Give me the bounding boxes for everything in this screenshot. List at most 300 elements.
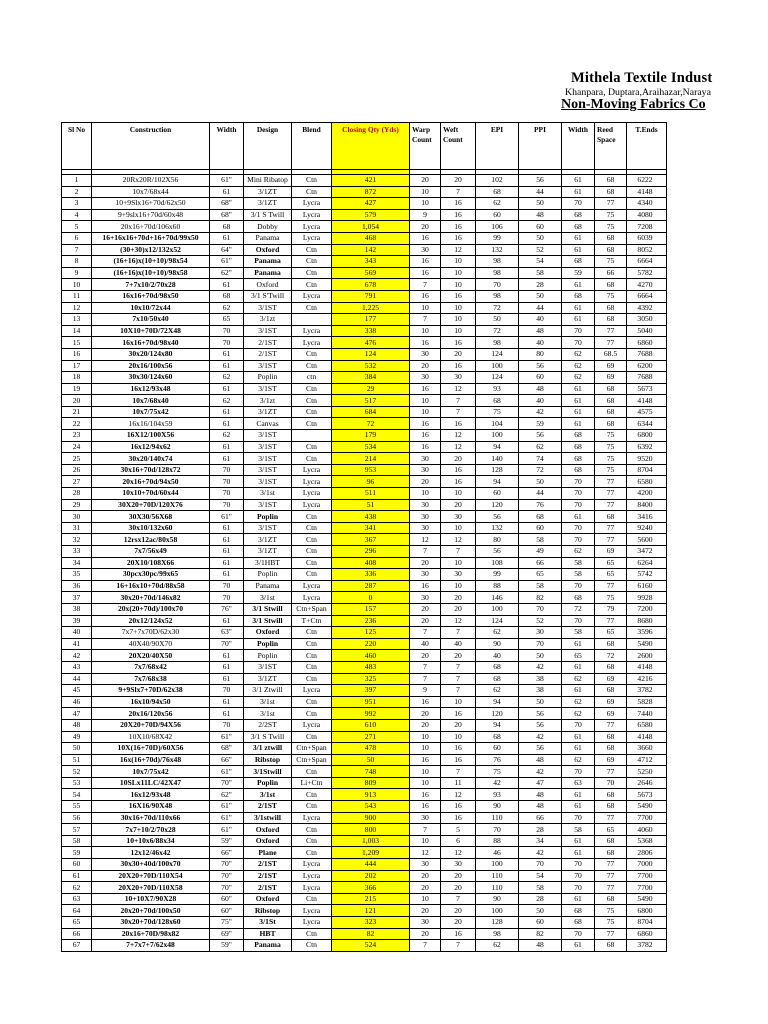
reed-space-cell: 68 (595, 418, 627, 430)
width-cell: 62 (210, 302, 244, 314)
t-ends-cell: 8400 (627, 499, 667, 511)
width-cell: 61 (210, 441, 244, 453)
t-ends-cell: 4200 (627, 488, 667, 500)
design-cell: Oxford (244, 893, 292, 905)
epi-cell: 56 (476, 511, 519, 523)
sl-no-cell: 46 (62, 696, 92, 708)
design-cell: 3/1zt (244, 395, 292, 407)
blend-cell: Ctn (292, 256, 332, 268)
weft-count-cell: 11 (441, 777, 476, 789)
table-row (62, 279, 667, 291)
warp-count-cell: 16 (410, 337, 441, 349)
width-cell: 61 (210, 232, 244, 244)
table-row (62, 186, 667, 198)
weft-count-cell: 10 (441, 488, 476, 500)
ppi-cell: 47 (519, 777, 562, 789)
design-cell: 3/1ST (244, 522, 292, 534)
design-cell: 3/1ST (244, 441, 292, 453)
epi-cell: 146 (476, 592, 519, 604)
table-row (62, 534, 667, 546)
weft-count-cell: 20 (441, 917, 476, 929)
design-cell: 3/1HBT (244, 557, 292, 569)
reed-space-cell: 72 (595, 650, 627, 662)
weft-count-cell: 16 (441, 209, 476, 221)
width-cell: 69" (210, 928, 244, 940)
warp-count-cell: 30 (410, 348, 441, 360)
warp-count-cell: 20 (410, 557, 441, 569)
design-cell: Plane (244, 847, 292, 859)
blend-cell: Lycra (292, 580, 332, 592)
design-cell: 3/1st (244, 592, 292, 604)
reed-space-cell: 75 (595, 917, 627, 929)
design-cell: 3/1ST (244, 464, 292, 476)
epi-cell: 88 (476, 580, 519, 592)
construction-cell: 20X20/40X50 (92, 650, 210, 662)
closing-qty-cell: 323 (332, 917, 410, 929)
ppi-cell: 44 (519, 186, 562, 198)
epi-cell: 128 (476, 917, 519, 929)
t-ends-cell: 5673 (627, 383, 667, 395)
design-cell: 3/1 S Twill (244, 209, 292, 221)
t-ends-cell: 4148 (627, 395, 667, 407)
width-2-cell: 70 (562, 488, 595, 500)
width-cell: 59" (210, 835, 244, 847)
width-cell: 61" (210, 812, 244, 824)
width-2-cell: 70 (562, 928, 595, 940)
ppi-cell: 54 (519, 256, 562, 268)
weft-count-cell: 16 (441, 476, 476, 488)
table-row (62, 580, 667, 592)
table-row (62, 337, 667, 349)
closing-qty-cell: 220 (332, 638, 410, 650)
epi-cell: 90 (476, 638, 519, 650)
ppi-cell: 50 (519, 476, 562, 488)
construction-cell: 16+16x16+70d+16+70d/99x50 (92, 232, 210, 244)
reed-space-cell: 75 (595, 441, 627, 453)
blend-cell: Lycra (292, 221, 332, 233)
weft-count-cell: 7 (441, 940, 476, 952)
width-2-cell: 70 (562, 859, 595, 871)
sl-no-cell: 65 (62, 917, 92, 929)
width-cell: 70 (210, 337, 244, 349)
ppi-cell: 42 (519, 661, 562, 673)
table-row (62, 511, 667, 523)
warp-count-cell: 30 (410, 372, 441, 384)
design-cell: 3/1 Stwill (244, 615, 292, 627)
table-row (62, 638, 667, 650)
warp-count-cell: 7 (410, 824, 441, 836)
weft-count-cell: 10 (441, 580, 476, 592)
width-cell: 70" (210, 777, 244, 789)
sl-no-cell: 43 (62, 661, 92, 673)
width-2-cell: 72 (562, 603, 595, 615)
width-2-cell: 62 (562, 348, 595, 360)
sl-no-cell: 17 (62, 360, 92, 372)
width-2-cell: 63 (562, 777, 595, 789)
design-cell: 3/1ST (244, 325, 292, 337)
design-cell: Panama (244, 940, 292, 952)
blend-cell: Ctn (292, 708, 332, 720)
table-row (62, 777, 667, 789)
t-ends-cell: 3416 (627, 511, 667, 523)
epi-cell: 98 (476, 928, 519, 940)
width-2-cell: 70 (562, 812, 595, 824)
construction-cell: 30x10/132x60 (92, 522, 210, 534)
closing-qty-cell: 397 (332, 685, 410, 697)
ppi-cell: 76 (519, 499, 562, 511)
sl-no-cell: 26 (62, 464, 92, 476)
width-2-cell: 61 (562, 186, 595, 198)
warp-count-cell: 10 (410, 835, 441, 847)
blend-cell: Lycra (292, 499, 332, 511)
reed-space-cell: 65 (595, 627, 627, 639)
ppi-cell: 48 (519, 209, 562, 221)
epi-cell: 120 (476, 708, 519, 720)
ppi-cell: 42 (519, 731, 562, 743)
epi-cell: 106 (476, 221, 519, 233)
table-row (62, 940, 667, 952)
reed-space-cell: 68 (595, 186, 627, 198)
blend-cell: Lycra (292, 209, 332, 221)
closing-qty-cell: 468 (332, 232, 410, 244)
construction-cell: 10x7/68x40 (92, 395, 210, 407)
weft-count-cell: 12 (441, 441, 476, 453)
epi-cell: 98 (476, 256, 519, 268)
blend-cell: Lycra (292, 337, 332, 349)
width-cell: 61 (210, 406, 244, 418)
closing-qty-cell: 142 (332, 244, 410, 256)
construction-cell: 30x30+40d/100x70 (92, 859, 210, 871)
t-ends-cell: 4148 (627, 661, 667, 673)
t-ends-cell: 5368 (627, 835, 667, 847)
sl-no-cell: 38 (62, 603, 92, 615)
sl-no-cell: 22 (62, 418, 92, 430)
warp-count-cell: 7 (410, 627, 441, 639)
blend-cell: Ctn (292, 522, 332, 534)
width-cell: 68" (210, 743, 244, 755)
sl-no-cell: 4 (62, 209, 92, 221)
weft-count-cell: 16 (441, 221, 476, 233)
width-cell: 61 (210, 186, 244, 198)
closing-qty-cell: 51 (332, 499, 410, 511)
design-cell: 3/1ZT (244, 406, 292, 418)
width-2-cell: 70 (562, 615, 595, 627)
width-2-cell: 61 (562, 175, 595, 187)
width-2-cell: 68 (562, 209, 595, 221)
sl-no-cell: 24 (62, 441, 92, 453)
t-ends-cell: 3782 (627, 940, 667, 952)
t-ends-cell: 9240 (627, 522, 667, 534)
warp-count-cell: 10 (410, 731, 441, 743)
weft-count-cell: 7 (441, 685, 476, 697)
reed-space-cell: 68 (595, 731, 627, 743)
construction-cell: 20X20+70D/110X58 (92, 882, 210, 894)
t-ends-cell: 6222 (627, 175, 667, 187)
table-row (62, 209, 667, 221)
construction-cell: 30X30/56X68 (92, 511, 210, 523)
blend-cell: Lycra (292, 325, 332, 337)
blend-cell: Ctn (292, 824, 332, 836)
reed-space-cell: 77 (595, 812, 627, 824)
t-ends-cell: 4080 (627, 209, 667, 221)
epi-cell: 72 (476, 302, 519, 314)
blend-cell: Ctn (292, 546, 332, 558)
design-cell: 3/1ST (244, 499, 292, 511)
width-cell: 60" (210, 905, 244, 917)
table-row (62, 198, 667, 210)
non-moving-fabrics-table (61, 122, 667, 952)
weft-count-cell: 16 (441, 812, 476, 824)
ppi-cell: 50 (519, 290, 562, 302)
construction-cell: 12rsx12ac/80x58 (92, 534, 210, 546)
table-row (62, 824, 667, 836)
weft-count-cell: 7 (441, 673, 476, 685)
epi-cell: 108 (476, 557, 519, 569)
weft-count-cell: 16 (441, 360, 476, 372)
reed-space-cell: 69 (595, 673, 627, 685)
epi-cell: 90 (476, 893, 519, 905)
reed-space-cell: 68 (595, 835, 627, 847)
ppi-cell: 40 (519, 395, 562, 407)
reed-space-cell: 68 (595, 406, 627, 418)
warp-count-cell: 20 (410, 603, 441, 615)
weft-count-cell: 16 (441, 708, 476, 720)
ppi-cell: 58 (519, 580, 562, 592)
closing-qty-cell: 748 (332, 766, 410, 778)
table-row (62, 673, 667, 685)
warp-count-cell: 10 (410, 325, 441, 337)
construction-cell: 30x20/140x74 (92, 453, 210, 465)
epi-cell: 132 (476, 522, 519, 534)
design-cell: 3/1st (244, 488, 292, 500)
weft-count-cell: 12 (441, 244, 476, 256)
blend-cell: ctn (292, 372, 332, 384)
ppi-cell: 48 (519, 801, 562, 813)
sl-no-cell: 12 (62, 302, 92, 314)
warp-count-cell: 30 (410, 812, 441, 824)
t-ends-cell: 5673 (627, 789, 667, 801)
t-ends-cell: 4270 (627, 279, 667, 291)
t-ends-cell: 7000 (627, 859, 667, 871)
weft-count-cell: 40 (441, 638, 476, 650)
closing-qty-cell: 384 (332, 372, 410, 384)
sl-no-cell: 29 (62, 499, 92, 511)
warp-count-cell: 7 (410, 314, 441, 326)
t-ends-cell: 7700 (627, 882, 667, 894)
design-cell: 3/1zt (244, 314, 292, 326)
warp-count-cell: 30 (410, 464, 441, 476)
closing-qty-cell: 287 (332, 580, 410, 592)
table-row (62, 522, 667, 534)
t-ends-cell: 3660 (627, 743, 667, 755)
table-row (62, 893, 667, 905)
closing-qty-cell: 214 (332, 453, 410, 465)
construction-cell: 10+10x6/88x34 (92, 835, 210, 847)
width-cell: 61 (210, 360, 244, 372)
ppi-cell: 28 (519, 893, 562, 905)
t-ends-cell: 6800 (627, 905, 667, 917)
warp-count-cell: 20 (410, 905, 441, 917)
construction-cell: 7x7/68x38 (92, 673, 210, 685)
width-2-cell: 61 (562, 789, 595, 801)
sl-no-cell: 49 (62, 731, 92, 743)
warp-count-cell: 20 (410, 175, 441, 187)
design-cell: 3/1Stwill (244, 766, 292, 778)
construction-cell: 16x12/94x62 (92, 441, 210, 453)
epi-cell: 75 (476, 406, 519, 418)
width-2-cell: 68 (562, 453, 595, 465)
reed-space-cell: 68 (595, 279, 627, 291)
closing-qty-cell: 341 (332, 522, 410, 534)
width-2-cell: 61 (562, 847, 595, 859)
design-cell: HBT (244, 928, 292, 940)
blend-cell: Lycra (292, 859, 332, 871)
blend-cell: Li+Ctn (292, 777, 332, 789)
epi-cell: 68 (476, 395, 519, 407)
weft-count-cell: 20 (441, 719, 476, 731)
ppi-cell: 60 (519, 372, 562, 384)
warp-count-cell: 16 (410, 441, 441, 453)
col-header: Reed Space (595, 123, 627, 170)
t-ends-cell: 6860 (627, 928, 667, 940)
sl-no-cell: 28 (62, 488, 92, 500)
sl-no-cell: 18 (62, 372, 92, 384)
sl-no-cell: 3 (62, 198, 92, 210)
weft-count-cell: 20 (441, 592, 476, 604)
blend-cell: Ctn+Span (292, 743, 332, 755)
width-cell: 64" (210, 244, 244, 256)
epi-cell: 90 (476, 801, 519, 813)
sl-no-cell: 63 (62, 893, 92, 905)
epi-cell: 68 (476, 186, 519, 198)
design-cell: 3/1ST (244, 302, 292, 314)
ppi-cell: 48 (519, 789, 562, 801)
width-cell: 61" (210, 256, 244, 268)
col-header: EPI (476, 123, 519, 170)
ppi-cell: 48 (519, 940, 562, 952)
t-ends-cell: 5782 (627, 267, 667, 279)
t-ends-cell: 6264 (627, 557, 667, 569)
design-cell: Canvas (244, 418, 292, 430)
ppi-cell: 42 (519, 406, 562, 418)
weft-count-cell: 16 (441, 198, 476, 210)
col-header: Width (562, 123, 595, 170)
reed-space-cell: 68 (595, 801, 627, 813)
design-cell: 3/1 Stwill (244, 603, 292, 615)
epi-cell: 56 (476, 546, 519, 558)
table-row (62, 801, 667, 813)
width-2-cell: 61 (562, 418, 595, 430)
reed-space-cell: 68 (595, 383, 627, 395)
blend-cell: Lycra (292, 488, 332, 500)
blend-cell: Lycra (292, 685, 332, 697)
construction-cell: 16x12/93x48 (92, 383, 210, 395)
design-cell: 3/1stwill (244, 812, 292, 824)
construction-cell: 40X40/90X70 (92, 638, 210, 650)
t-ends-cell: 3050 (627, 314, 667, 326)
closing-qty-cell: 953 (332, 464, 410, 476)
reed-space-cell: 75 (595, 221, 627, 233)
construction-cell: 10X10/68X42 (92, 731, 210, 743)
ppi-cell: 66 (519, 557, 562, 569)
table-row (62, 650, 667, 662)
width-cell: 68" (210, 209, 244, 221)
weft-count-cell: 12 (441, 615, 476, 627)
reed-space-cell: 77 (595, 499, 627, 511)
width-cell: 61 (210, 348, 244, 360)
width-cell: 61 (210, 546, 244, 558)
weft-count-cell: 7 (441, 186, 476, 198)
sl-no-cell: 53 (62, 777, 92, 789)
width-cell: 70" (210, 638, 244, 650)
closing-qty-cell: 157 (332, 603, 410, 615)
epi-cell: 62 (476, 198, 519, 210)
sl-no-cell: 44 (62, 673, 92, 685)
design-cell: Poplin (244, 638, 292, 650)
closing-qty-cell: 366 (332, 882, 410, 894)
table-row (62, 928, 667, 940)
design-cell: 3/1 S'Twill (244, 290, 292, 302)
reed-space-cell: 77 (595, 859, 627, 871)
construction-cell: 20x16+70D/98x82 (92, 928, 210, 940)
width-cell: 61 (210, 661, 244, 673)
col-header: Construction (92, 123, 210, 170)
closing-qty-cell: 800 (332, 824, 410, 836)
warp-count-cell: 16 (410, 418, 441, 430)
closing-qty-cell: 913 (332, 789, 410, 801)
construction-cell: 30x20+70d/146x82 (92, 592, 210, 604)
ppi-cell: 74 (519, 453, 562, 465)
sl-no-cell: 10 (62, 279, 92, 291)
blend-cell: Ctn (292, 453, 332, 465)
epi-cell: 120 (476, 499, 519, 511)
ppi-cell: 50 (519, 696, 562, 708)
blend-cell: Lycra (292, 870, 332, 882)
closing-qty-cell: 483 (332, 661, 410, 673)
construction-cell: 7x7+7x70D/62x30 (92, 627, 210, 639)
sl-no-cell: 34 (62, 557, 92, 569)
closing-qty-cell: 951 (332, 696, 410, 708)
closing-qty-cell: 1,225 (332, 302, 410, 314)
width-2-cell: 59 (562, 267, 595, 279)
t-ends-cell: 6860 (627, 337, 667, 349)
blend-cell: Ctn (292, 511, 332, 523)
width-2-cell: 70 (562, 534, 595, 546)
table-row (62, 789, 667, 801)
construction-cell: 16x16+70d/98x50 (92, 290, 210, 302)
t-ends-cell: 3596 (627, 627, 667, 639)
width-cell: 61" (210, 824, 244, 836)
reed-space-cell: 75 (595, 592, 627, 604)
construction-cell: 10X(16+70D)/60X56 (92, 743, 210, 755)
t-ends-cell: 5490 (627, 801, 667, 813)
table-row (62, 488, 667, 500)
ppi-cell: 44 (519, 488, 562, 500)
warp-count-cell: 9 (410, 209, 441, 221)
table-row (62, 221, 667, 233)
closing-qty-cell: 343 (332, 256, 410, 268)
width-cell: 61 (210, 557, 244, 569)
width-2-cell: 61 (562, 893, 595, 905)
closing-qty-cell: 579 (332, 209, 410, 221)
ppi-cell: 56 (519, 430, 562, 442)
warp-count-cell: 9 (410, 685, 441, 697)
warp-count-cell: 10 (410, 406, 441, 418)
width-cell: 61 (210, 569, 244, 581)
warp-count-cell: 10 (410, 488, 441, 500)
construction-cell: 7x7/68x42 (92, 661, 210, 673)
blend-cell: T+Ctn (292, 615, 332, 627)
